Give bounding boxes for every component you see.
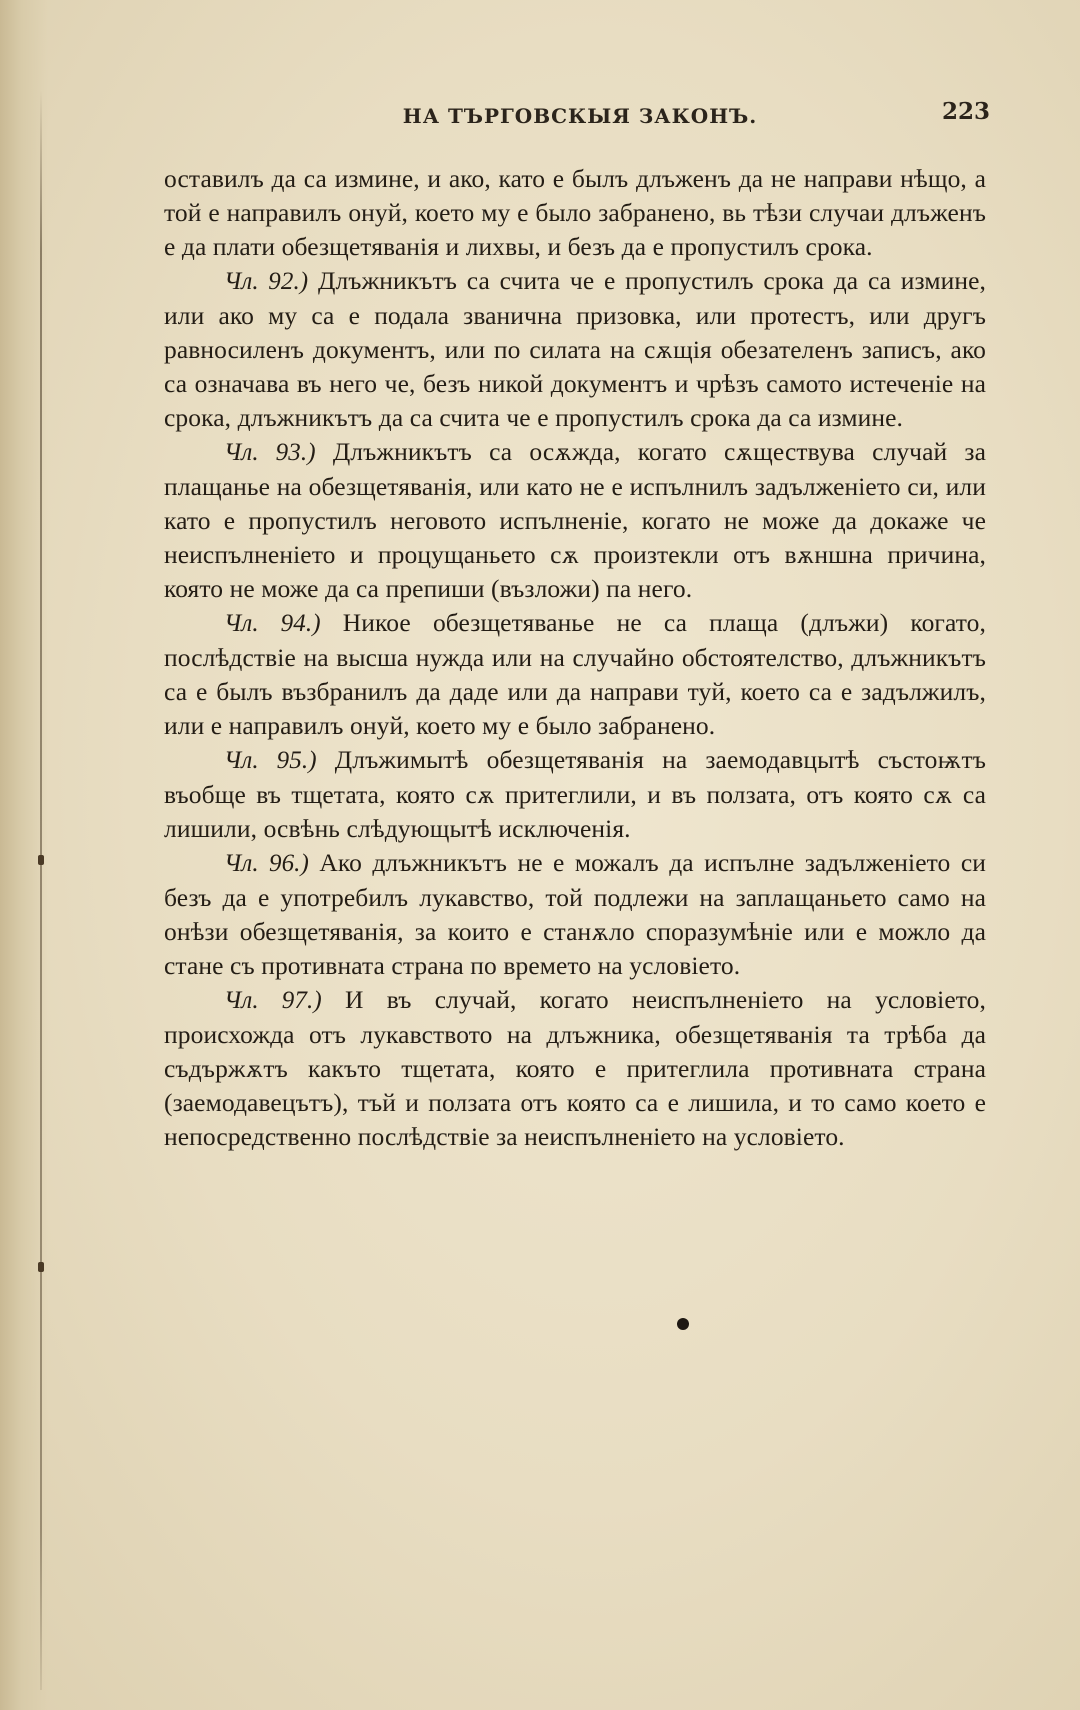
article-97 (164, 983, 986, 1154)
page-number: 223 (941, 98, 990, 125)
article-96 (164, 846, 986, 983)
article-number: Чл. 93.) (224, 439, 316, 466)
running-title: НА ТЪРГОВСКЫЯ ЗАКОНЪ. (402, 104, 758, 128)
article-text: Никое обезщетяванье не са плаща (длъжи) когато, послѣдствіе на высша нужда или на случайно обстоятелство, длъжникътъ са е былъ възбранилъ да даде или да направи туй, което са е задължилъ, или е направилъ онуй, което му е было забранено. (164, 608, 986, 740)
running-header (170, 98, 990, 138)
article-text: Длъжникътъ са счита че е пропустилъ срока да са измине, или ако му са е подала званична призовка, или протестъ, или другъ равносиленъ документъ, или по силата на сѫщія обезателенъ записъ, ако са означава въ него че, безъ никой документъ и чрѣзъ самото истеченіе на срока, длъжникътъ да са счита че е пропустилъ срока да са измине. (164, 266, 986, 432)
article-text: Длъжимытѣ обезщетяванія на заемодавцытѣ състоѭтъ въобще въ тщетата, която сѫ притеглили, и въ ползата, отъ която сѫ са лишили, освѣнь слѣдующытѣ исключенія. (164, 745, 986, 843)
article-number: Чл. 96.) (224, 850, 309, 877)
article-93 (164, 435, 986, 606)
article-95 (164, 743, 986, 846)
ink-spot (677, 1318, 689, 1330)
binding-edge (40, 90, 42, 1690)
article-92 (164, 264, 986, 435)
article-number: Чл. 94.) (224, 610, 321, 637)
article-text: Длъжникътъ са осѫжда, когато сѫществува случай за плащанье на обезщетяванія, или като не е испълнилъ задълженіето си, или като е пропустилъ неговото испълненіе, когато не може да докаже че неиспълненіето и процущаньето сѫ произтекли отъ вѫншна причина, която не може да са препиши (възложи) па него. (164, 437, 986, 603)
article-number: Чл. 92.) (224, 268, 309, 295)
article-94 (164, 606, 986, 743)
edge-mark (38, 855, 44, 865)
body-text (164, 162, 986, 1154)
article-number: Чл. 97.) (224, 987, 322, 1014)
article-text: Ако длъжникътъ не е можалъ да испълне задълженіето си безъ да е употребилъ лукавство, той подлежи на заплащаньето само на онѣзи обезщетяванія, за които е станѫло споразумѣніе или е можло да стане съ противната страна по времето на условіето. (164, 848, 986, 980)
article-number: Чл. 95.) (224, 747, 317, 774)
paragraph-text: оставилъ да са измине, и ако, като е былъ длъженъ да не направи нѣщо, а той е направилъ онуй, което му е было забранено, вь тѣзи случаи длъженъ е да плати обезщетяванія и лихвы, и безъ да е пропустилъ срока. (164, 164, 986, 261)
article-text: И въ случай, когато неиспълненіето на условіето, происхожда отъ лукавството на длъжника, обезщетяванія та трѣба да съдържѫтъ какъто тщетата, която е притеглила противната страна (заемодавецътъ), тъй и ползата отъ която са е лишила, и то само което е непосредственно послѣдствіе за неиспълненіето на условіето. (164, 985, 986, 1151)
paragraph-continuation (164, 162, 986, 264)
edge-mark (38, 1262, 44, 1272)
